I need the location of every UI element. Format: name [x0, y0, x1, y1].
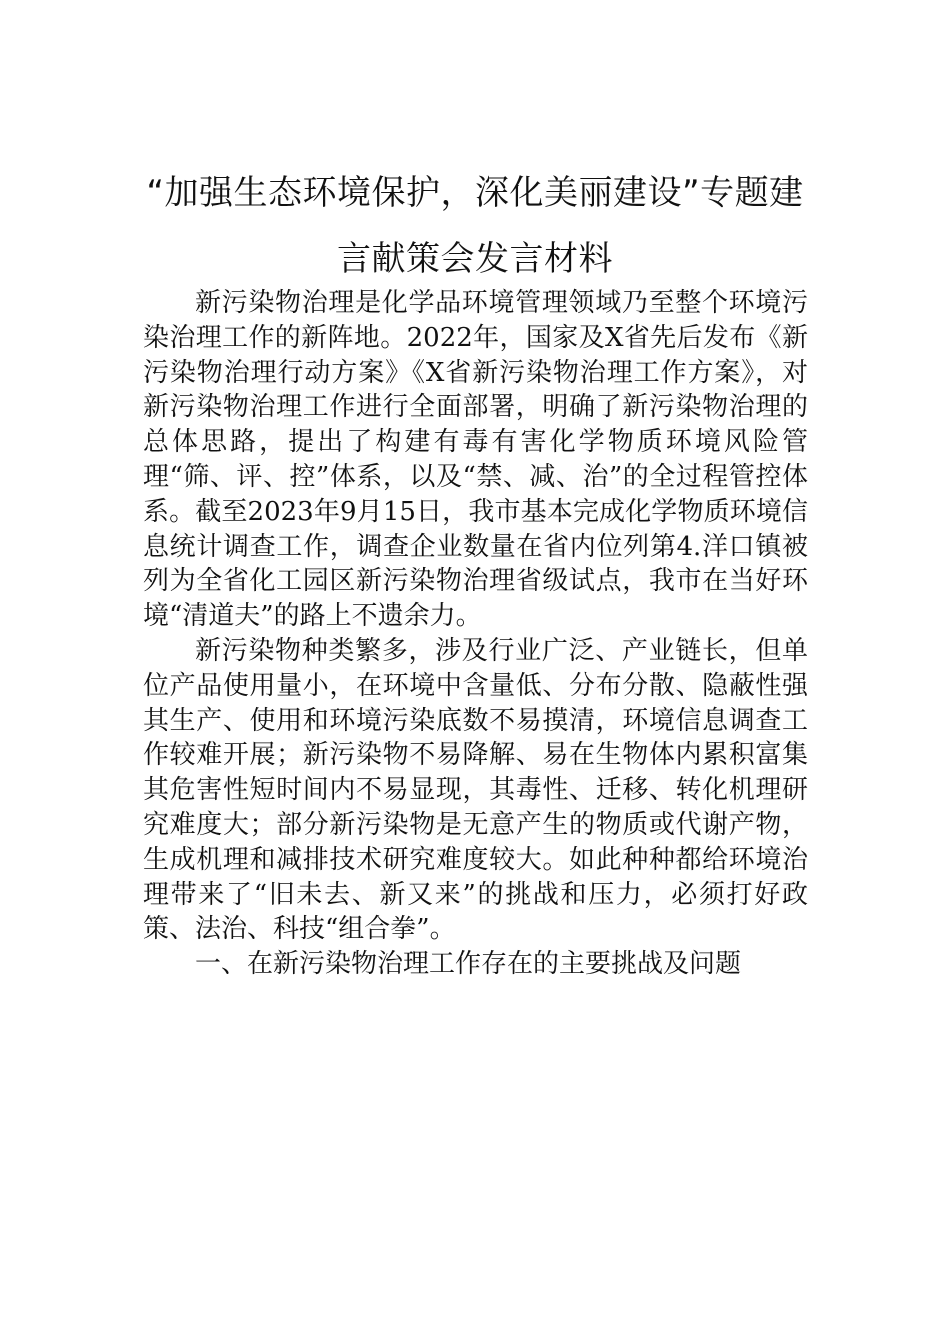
document-title-line-1: “加强生态环境保护，深化美丽建设”专题建: [146, 173, 804, 213]
body-paragraph-1: 新污染物治理是化学品环境管理领域乃至整个环境污染治理工作的新阵地。2022年，国家及X省先后发布《新污染物治理行动方案》《X省新污染物治理工作方案》，对新污染物治理工作进行全面部署，明确了新污染物治理的总体思路，提出了构建有毒有害化学物质环境风险管理“筛、评、控”体系，以及“禁、减、治”的全过程管控体系。截至2023年9月15日，我市基本完成化学物质环境信息统计调查工作，调查企业数量在省内位列第4.洋口镇被列为全省化工园区新污染物治理省级试点，我市在当好环境“清道夫”的路上不遗余力。: [143, 288, 808, 632]
document-title-line-2: 言献策会发言材料: [337, 239, 613, 279]
section-heading-1: 一、在新污染物治理工作存在的主要挑战及问题: [195, 949, 742, 980]
document-body: [143, 286, 808, 982]
body-paragraph-2: 新污染物种类繁多，涉及行业广泛、产业链长，但单位产品使用量小，在环境中含量低、分布分散、隐蔽性强其生产、使用和环境污染底数不易摸清，环境信息调查工作较难开展；新污染物不易降解、易在生物体内累积富集其危害性短时间内不易显现，其毒性、迁移、转化机理研究难度大；部分新污染物是无意产生的物质或代谢产物，生成机理和减排技术研究难度较大。如此种种都给环境治理带来了“旧未去、新又来”的挑战和压力，必须打好政策、法治、科技“组合拳”。: [143, 635, 808, 945]
document-title: [140, 160, 810, 292]
